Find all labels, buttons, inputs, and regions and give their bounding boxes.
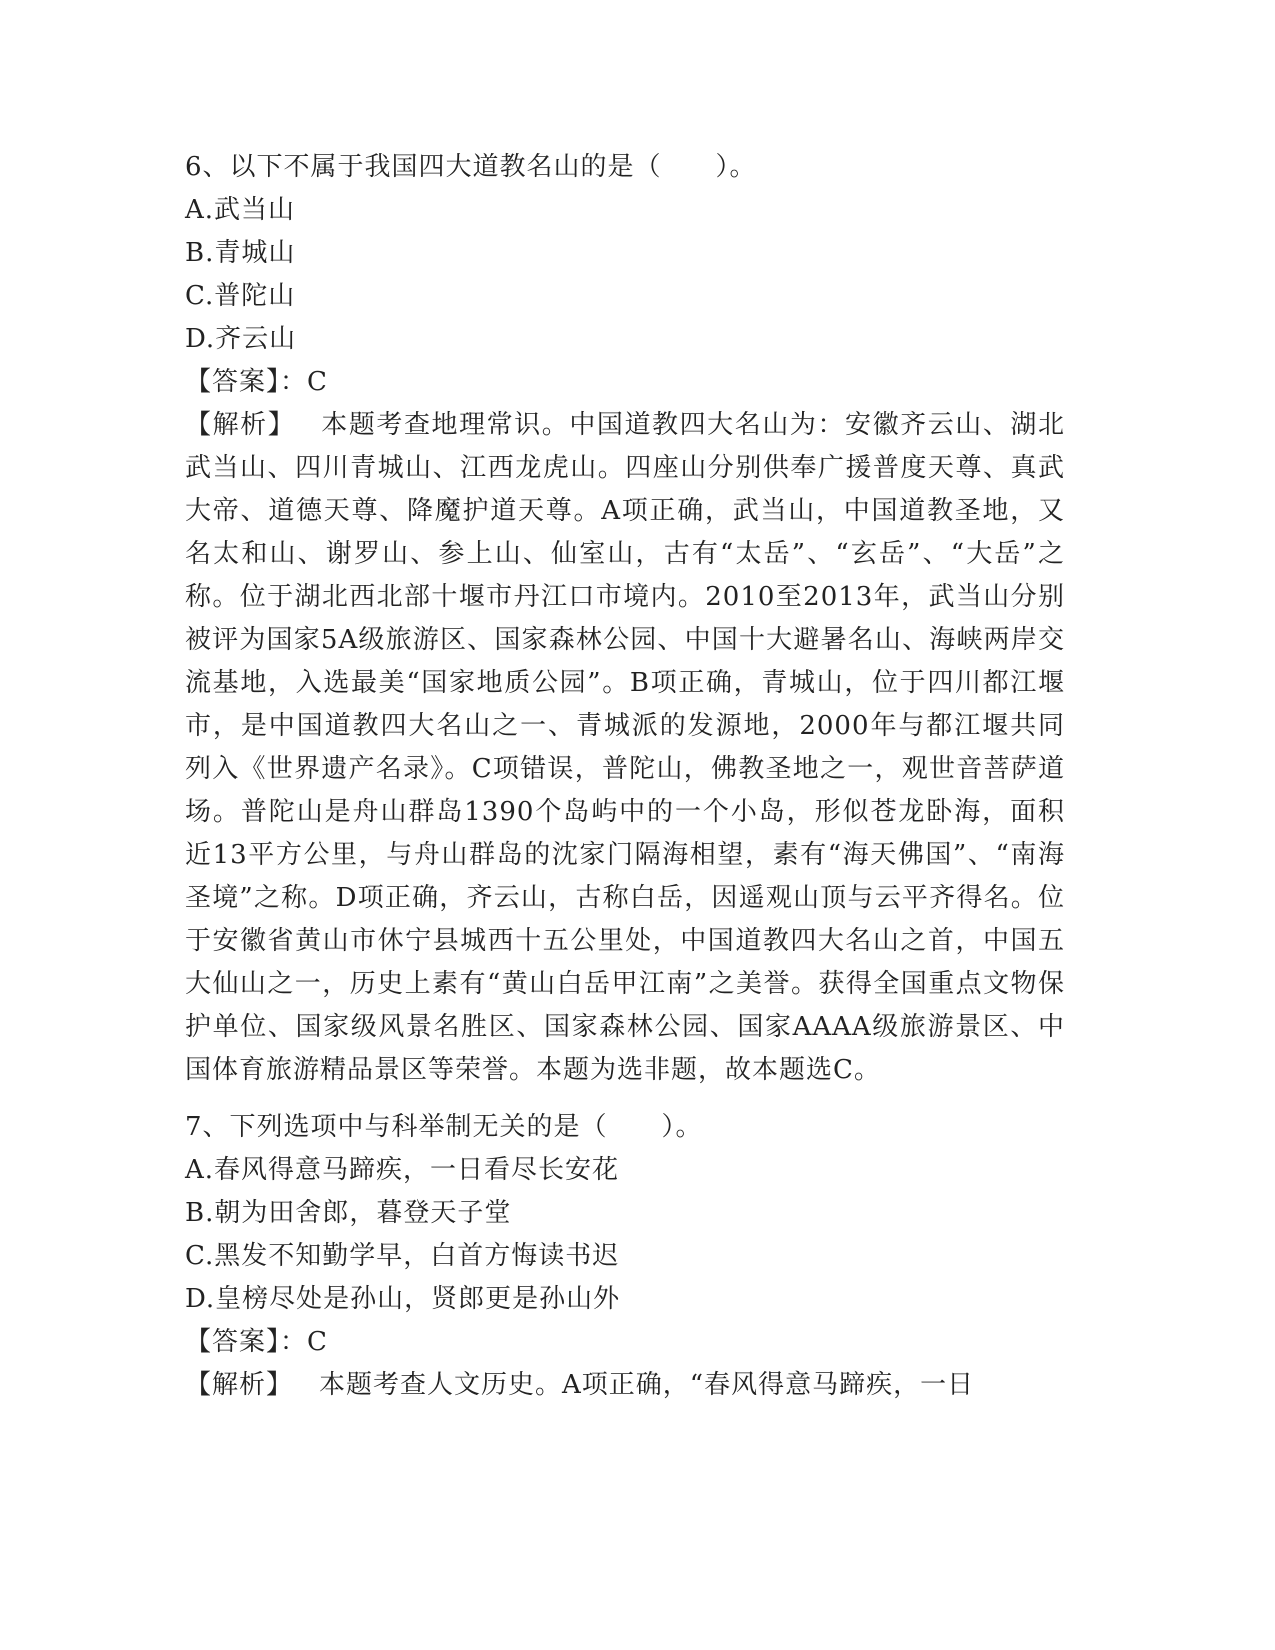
option-a: A.武当山 [185, 195, 296, 225]
question-stem: 6、以下不属于我国四大道教名山的是（ ）。 [185, 152, 757, 182]
analysis-text: 本题考查人文历史。A项正确，“春风得意马蹄疾，一日 [319, 1370, 975, 1400]
option-c: C.普陀山 [185, 281, 296, 311]
option-c: C.黑发不知勤学早，白首方悔读书迟 [185, 1241, 620, 1271]
option-b: B.青城山 [185, 238, 296, 268]
analysis-paragraph [185, 404, 1065, 1092]
option-d: D.皇榜尽处是孙山，贤郎更是孙山外 [185, 1284, 621, 1314]
question-spacer [185, 1092, 1065, 1106]
document-content [185, 146, 1065, 1407]
question-7 [185, 1106, 1065, 1407]
answer-line [185, 361, 1065, 404]
option-b: B.朝为田舍郎，暮登天子堂 [185, 1198, 512, 1228]
option-d: D.齐云山 [185, 324, 297, 354]
analysis-paragraph [185, 1364, 1065, 1407]
option-a: A.春风得意马蹄疾，一日看尽长安花 [185, 1155, 620, 1185]
analysis-text: 本题考查地理常识。中国道教四大名山为：安徽齐云山、湖北武当山、四川青城山、江西龙虎山。四座山分别供奉广援普度天尊、真武大帝、道德天尊、降魔护道天尊。A项正确，武当山，中国道教圣地，又名太和山、谢罗山、参上山、仙室山，古有“太岳”、“玄岳”、“大岳”之称。位于湖北西北部十堰市丹江口市境内。2010至2013年，武当山分别被评为国家5A级旅游区、国家森林公园、中国十大避暑名山、海峡两岸交流基地，入选最美“国家地质公园”。B项正确，青城山，位于四川都江堰市，是中国道教四大名山之一、青城派的发源地，2000年与都江堰共同列入《世界遗产名录》。C项错误，普陀山，佛教圣地之一，观世音菩萨道场。普陀山是舟山群岛1390个岛屿中的一个小岛，形似苍龙卧海，面积近13平方公里，与舟山群岛的沈家门隔海相望，素有“海天佛国”、“南海圣境”之称。D项正确，齐云山，古称白岳，因遥观山顶与云平齐得名。位于安徽省黄山市休宁县城西十五公里处，中国道教四大名山之首，中国五大仙山之一，历史上素有“黄山白岳甲江南”之美誉。获得全国重点文物保护单位、国家级风景名胜区、国家森林公园、国家AAAA级旅游景区、中国体育旅游精品景区等荣誉。本题为选非题，故本题选C。 [185, 410, 1065, 1085]
answer-line [185, 1321, 1065, 1364]
analysis-label: 【解析】 [185, 1370, 294, 1400]
answer-label: 【答案】 [185, 1327, 281, 1357]
answer-label: 【答案】 [185, 367, 281, 397]
answer-value: ：C [280, 367, 328, 397]
answer-value: ：C [280, 1327, 328, 1357]
question-stem: 7、下列选项中与科举制无关的是（ ）。 [185, 1112, 703, 1142]
question-6 [185, 146, 1065, 1092]
analysis-label: 【解析】 [185, 410, 296, 440]
